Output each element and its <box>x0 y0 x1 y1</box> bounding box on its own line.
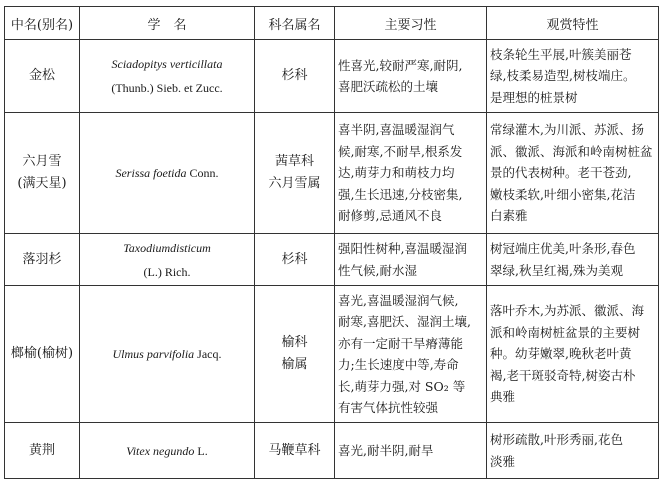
table-body <box>5 40 659 479</box>
cell-ornamental-line: 嫩枝柔软,叶细小密集,花洁 <box>490 186 636 202</box>
cell-habit-line: 喜半阴,喜温暖湿润气 <box>338 122 455 138</box>
cell-common-name-line: 落羽杉 <box>22 251 62 267</box>
cell-common-name <box>5 40 80 113</box>
cell-ornamental-line: 翠绿,秋呈红褐,殊为美观 <box>490 262 623 278</box>
scientific-binomial: Ulmus parvifolia <box>112 347 195 361</box>
cell-ornamental <box>487 40 659 113</box>
cell-habit <box>335 40 487 113</box>
table-row <box>5 286 659 423</box>
cell-habit-line: 性气候,耐水湿 <box>338 262 417 278</box>
scientific-binomial: Sciadopitys verticillata <box>111 57 223 71</box>
cell-family-line: 杉科 <box>281 68 308 83</box>
cell-family-line: 六月雪属 <box>268 176 321 191</box>
cell-family <box>255 40 335 113</box>
cell-habit-line: 耐修剪,忌通风不良 <box>338 208 442 224</box>
scientific-binomial: Serissa foetida <box>115 166 187 180</box>
cell-common-name <box>5 423 80 479</box>
cell-family-line: 榆科 <box>281 335 308 350</box>
header-family: 科名属名 <box>255 7 335 40</box>
cell-habit-line: 性喜光,较耐严寒,耐阴, <box>338 57 463 73</box>
cell-scientific-name <box>80 113 255 234</box>
cell-family <box>255 286 335 423</box>
cell-ornamental <box>487 423 659 479</box>
header-habit: 主要习性 <box>335 7 487 40</box>
header-scientific: 学 名 <box>80 7 255 40</box>
cell-habit-line: 力;生长速度中等,寿命 <box>338 357 459 372</box>
header-ornamental: 观赏特性 <box>487 7 659 40</box>
scientific-binomial: Vitex negundo <box>126 443 195 458</box>
cell-family-line: 马鞭草科 <box>268 442 321 458</box>
cell-habit-line: 强阳性树种,喜温暖湿润 <box>338 241 467 256</box>
cell-ornamental-line: 派、徽派、海派和岭南树桩盆 <box>490 143 653 159</box>
cell-habit-line: 强,生长迅速,分枝密集, <box>338 186 463 202</box>
scientific-author: (Thunb.) Sieb. et Zucc. <box>111 81 223 95</box>
cell-habit <box>335 286 487 423</box>
cell-ornamental-line: 树冠端庄优美,叶条形,春色 <box>490 241 636 256</box>
cell-habit-line: 达,萌芽力和萌枝力均 <box>338 165 455 181</box>
cell-habit <box>335 234 487 286</box>
cell-ornamental-line: 树形疏散,叶形秀丽,花色 <box>490 432 623 447</box>
cell-family-line: 杉科 <box>281 251 308 267</box>
cell-scientific-name <box>80 286 255 423</box>
cell-common-name-line: (满天星) <box>17 176 67 191</box>
cell-scientific-name <box>80 40 255 113</box>
header-row <box>5 7 659 40</box>
cell-ornamental-line: 淡雅 <box>490 453 516 469</box>
cell-family <box>255 423 335 479</box>
cell-common-name-line: 黄荆 <box>28 442 55 458</box>
cell-habit <box>335 113 487 234</box>
cell-ornamental-line: 常绿灌木,为川派、苏派、扬 <box>490 122 644 138</box>
cell-scientific-name <box>80 234 255 286</box>
cell-ornamental-line: 白素雅 <box>490 208 528 224</box>
cell-ornamental-line: 是理想的桩景树 <box>490 89 578 105</box>
cell-ornamental-line: 褐,老干斑驳奇特,树姿古朴 <box>490 367 636 383</box>
plant-table <box>4 6 659 479</box>
cell-habit-line: 耐寒,喜肥沃、湿润土壤, <box>338 314 471 329</box>
cell-common-name <box>5 234 80 286</box>
cell-family <box>255 234 335 286</box>
cell-habit-line: 喜光,耐半阴,耐旱 <box>338 442 434 458</box>
cell-ornamental <box>487 286 659 423</box>
cell-common-name-line: 金松 <box>28 68 55 83</box>
cell-ornamental-line: 落叶乔木,为苏派、徽派、海 <box>490 303 644 319</box>
cell-habit-line: 喜光,喜温暖湿润气候, <box>338 292 459 308</box>
cell-common-name-line: 六月雪 <box>22 154 62 169</box>
cell-ornamental-line: 枝条轮生平展,叶簇美丽苍 <box>490 46 632 62</box>
header-name: 中名(别名) <box>5 7 80 40</box>
cell-ornamental-line: 典雅 <box>490 389 516 405</box>
cell-ornamental-line: 景的代表树种。老干苍劲, <box>490 165 632 181</box>
cell-family <box>255 113 335 234</box>
cell-habit-line: 喜肥沃疏松的土壤 <box>338 79 439 94</box>
scientific-author: Conn. <box>189 166 219 180</box>
cell-ornamental-line: 绿,枝柔易造型,树枝端庄。 <box>490 68 636 84</box>
scientific-author: Jacq. <box>197 347 222 361</box>
scientific-binomial: Taxodiumdisticum <box>123 240 211 255</box>
cell-habit-line: 有害气体抗性较强 <box>338 400 439 415</box>
cell-scientific-name <box>80 423 255 479</box>
table-row <box>5 113 659 234</box>
cell-habit <box>335 423 487 479</box>
cell-common-name <box>5 286 80 423</box>
cell-ornamental-line: 种。幼芽嫩翠,晚秋老叶黄 <box>490 346 632 362</box>
cell-ornamental <box>487 113 659 234</box>
table-row <box>5 40 659 113</box>
cell-ornamental-line: 派和岭南树桩盆景的主要树 <box>490 324 641 340</box>
cell-common-name-line: 榔榆(榆树) <box>10 346 74 361</box>
cell-family-line: 茜草科 <box>274 154 314 169</box>
cell-habit-line: 候,耐寒,不耐旱,根系发 <box>338 143 463 159</box>
scientific-author: L. <box>197 443 208 458</box>
cell-family-line: 榆属 <box>281 357 308 372</box>
cell-common-name <box>5 113 80 234</box>
cell-ornamental <box>487 234 659 286</box>
table-row <box>5 234 659 286</box>
cell-habit-line: 亦有一定耐干旱瘠薄能 <box>338 335 464 351</box>
table-row <box>5 423 659 479</box>
scientific-author: (L.) Rich. <box>143 264 191 279</box>
cell-habit-line: 长,萌芽力强,对 SO₂ 等 <box>338 378 466 394</box>
